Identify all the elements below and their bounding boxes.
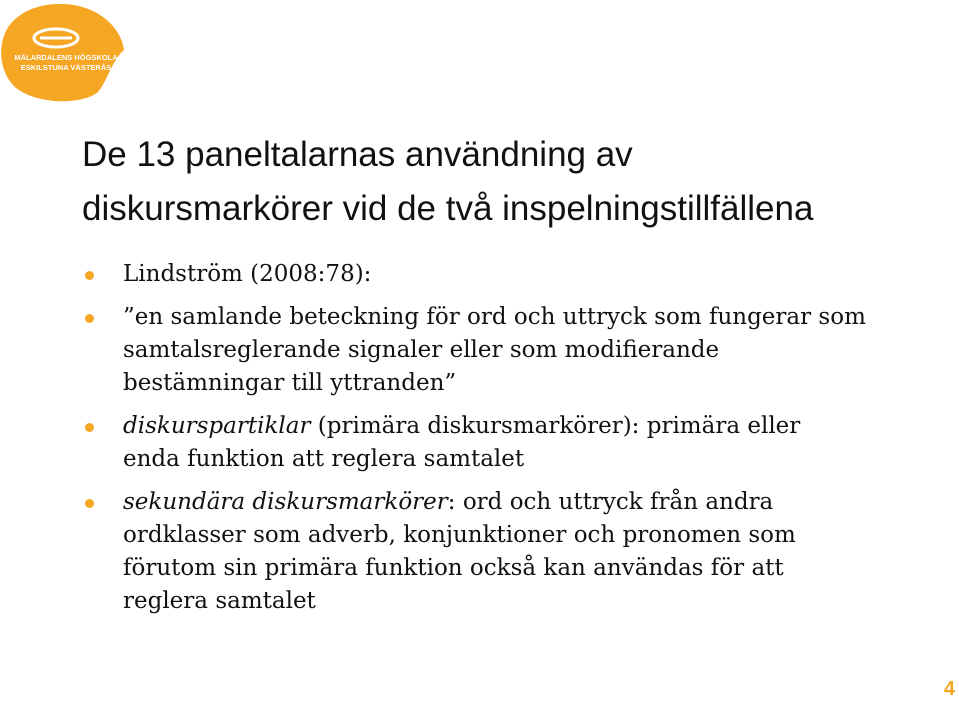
bullet-text-line: [123, 410, 935, 443]
bullet-text-line: Lindström (2008:78):: [123, 261, 372, 287]
page-number: 4: [943, 678, 955, 700]
term-diskurspartiklar: diskurspartiklar: [123, 413, 311, 439]
bullet-list: [85, 258, 935, 628]
bullet-item: [85, 258, 935, 291]
bullet-dot-icon: [85, 314, 94, 323]
bullet-text-line: förutom sin primära funktion också kan användas för att: [123, 555, 784, 581]
bullet-text-line: ”en samlande beteckning för ord och uttryck som fungerar som: [123, 304, 866, 330]
bullet-dot-icon: [85, 271, 94, 280]
logo-line-2: ESKILSTUNA VÄSTERÅS: [20, 63, 112, 72]
bullet-dot-icon: [85, 423, 94, 432]
bullet-item: [85, 410, 935, 476]
bullet-item: [85, 301, 935, 400]
bullet-text-line: reglera samtalet: [123, 588, 316, 614]
bullet-dot-icon: [85, 499, 94, 508]
slide-title-line-1: De 13 paneltalarnas användning av: [82, 135, 633, 174]
bullet-text-line: [123, 486, 935, 519]
logo-line-1: MÄLARDALENS HÖGSKOLA: [14, 53, 118, 62]
bullet-item: [85, 486, 935, 618]
university-logo: [0, 0, 130, 110]
bullet-text-line: enda funktion att reglera samtalet: [123, 446, 525, 472]
logo-badge-icon: [0, 0, 130, 110]
term-sekundara-diskursmarkorer: sekundära diskursmarkörer: [123, 489, 448, 515]
bullet-text-line: samtalsreglerande signaler eller som modifierande: [123, 337, 720, 363]
bullet-text-line: ordklasser som adverb, konjunktioner och pronomen som: [123, 522, 796, 548]
bullet-text-line: bestämningar till yttranden”: [123, 370, 457, 396]
bullet-text-rest: (primära diskursmarkörer): primära eller: [310, 413, 801, 439]
bullet-text-rest: : ord och uttryck från andra: [447, 489, 774, 515]
slide-title-line-2: diskursmarkörer vid de två inspelningstillfällena: [82, 189, 814, 228]
slide-title: [82, 128, 942, 236]
